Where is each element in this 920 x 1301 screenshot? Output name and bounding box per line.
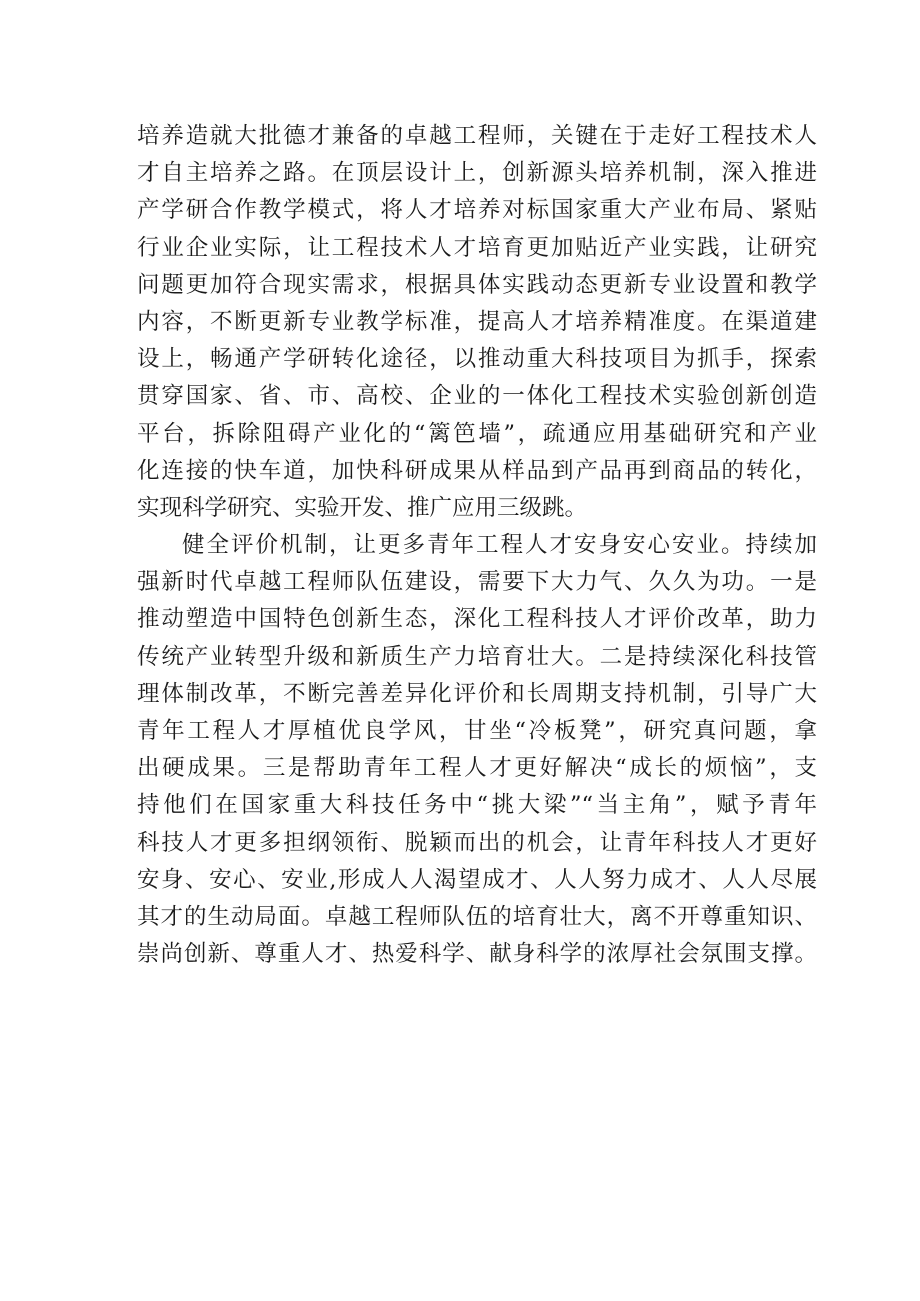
paragraph-line: 安身、安心、安业,形成人人渴望成才、人人努力成才、人人尽展 <box>137 866 817 893</box>
paragraph-line: 科技人才更多担纲领衔、脱颖而出的机会，让青年科技人才更好 <box>137 829 817 856</box>
paragraph-talent-cultivation <box>137 118 817 527</box>
paragraph-line: 贯穿国家、省、市、高校、企业的一体化工程技术实验创新创造 <box>137 383 817 410</box>
paragraph-line: 培养造就大批德才兼备的卓越工程师，关键在于走好工程技术人 <box>137 123 817 149</box>
paragraph-line: 实现科学研究、实验开发、推广应用三级跳。 <box>137 494 588 521</box>
paragraph-line: 其才的生动局面。卓越工程师队伍的培育壮大，离不开尊重知识、 <box>137 903 817 930</box>
paragraph-line: 崇尚创新、尊重人才、热爱科学、献身科学的浓厚社会氛围支撑。 <box>137 941 817 968</box>
paragraph-line: 平台，拆除阻碍产业化的“篱笆墙”，疏通应用基础研究和产业 <box>137 420 817 447</box>
paragraph-line: 才自主培养之路。在顶层设计上，创新源头培养机制，深入推进 <box>137 160 817 187</box>
paragraph-line: 青年工程人才厚植优良学风，甘坐“冷板凳”，研究真问题，拿 <box>137 718 817 744</box>
document-body <box>137 118 817 973</box>
paragraph-line: 出硬成果。三是帮助青年工程人才更好解决“成长的烦恼”，支 <box>137 755 817 782</box>
paragraph-line: 化连接的快车道，加快科研成果从样品到产品再到商品的转化， <box>137 457 817 484</box>
paragraph-line: 问题更加符合现实需求，根据具体实践动态更新专业设置和教学 <box>137 271 817 298</box>
paragraph-line: 推动塑造中国特色创新生态，深化工程科技人才评价改革，助力 <box>137 606 817 633</box>
paragraph-line: 行业企业实际，让工程技术人才培育更加贴近产业实践，让研究 <box>137 234 817 261</box>
paragraph-line: 设上，畅通产学研转化途径，以推动重大科技项目为抓手，探索 <box>137 346 817 373</box>
paragraph-evaluation-mechanism <box>137 527 817 973</box>
paragraph-line: 健全评价机制，让更多青年工程人才安身安心安业。持续加 <box>182 532 817 559</box>
paragraph-line: 理体制改革，不断完善差异化评价和长周期支持机制，引导广大 <box>137 680 817 707</box>
paragraph-line: 产学研合作教学模式，将人才培养对标国家重大产业布局、紧贴 <box>137 197 817 224</box>
paragraph-line: 内容，不断更新专业教学标准，提高人才培养精准度。在渠道建 <box>137 308 817 335</box>
paragraph-line: 强新时代卓越工程师队伍建设，需要下大力气、久久为功。一是 <box>137 569 817 596</box>
paragraph-line: 传统产业转型升级和新质生产力培育壮大。二是持续深化科技管 <box>137 643 817 670</box>
paragraph-line: 持他们在国家重大科技任务中“挑大梁”“当主角”，赋予青年 <box>137 792 817 819</box>
